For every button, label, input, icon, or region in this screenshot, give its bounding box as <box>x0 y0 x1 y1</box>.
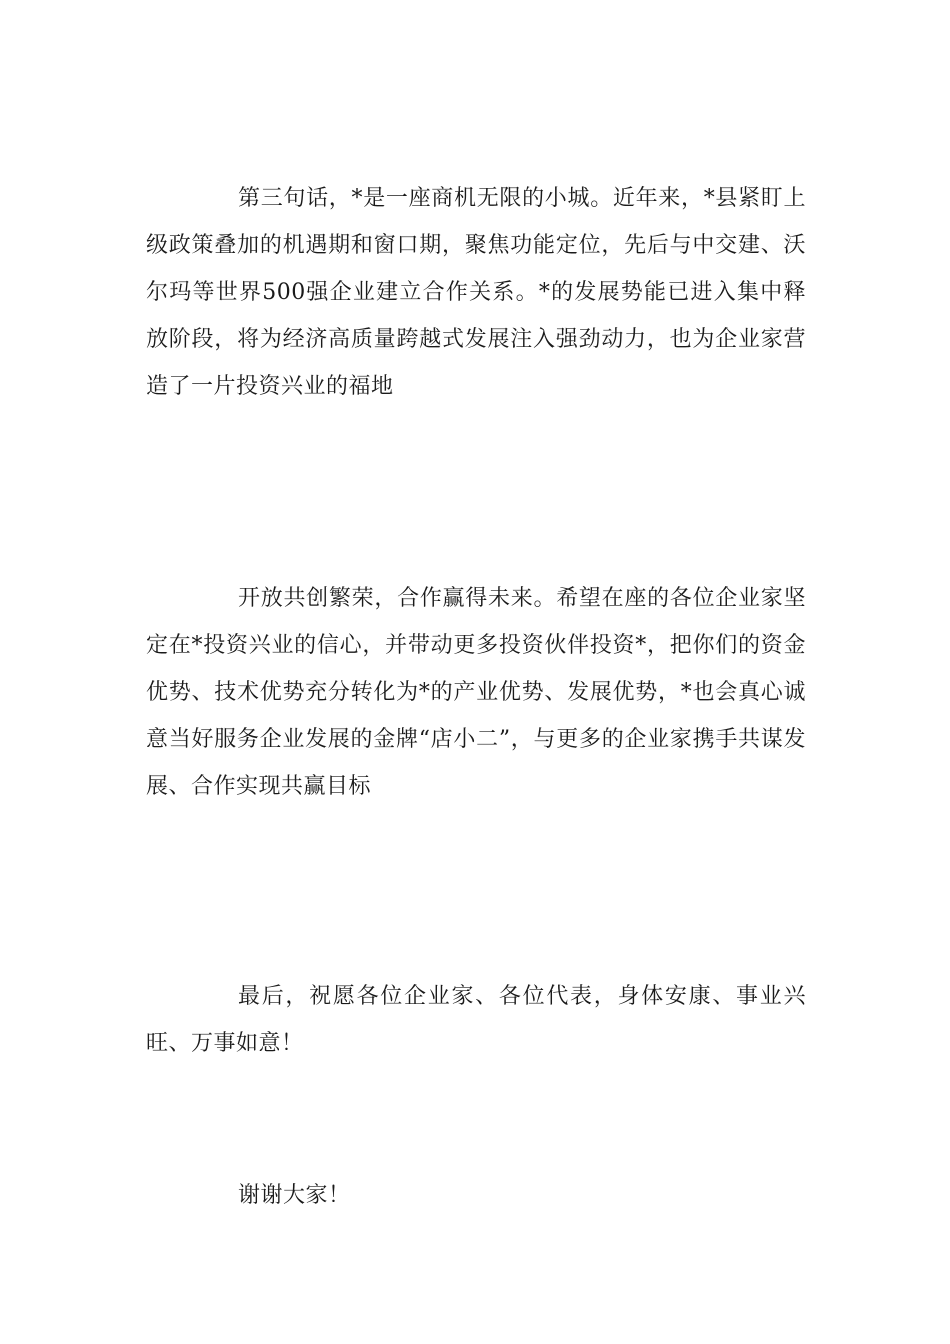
paragraph-business-opportunity: 第三句话，*是一座商机无限的小城。近年来，*县紧盯上级政策叠加的机遇期和窗口期，聚焦功能定位，先后与中交建、沃尔玛等世界500强企业建立合作关系。*的发展势能已进入集中释放阶段，将为经济高质量跨越式发展注入强劲动力，也为企业家营造了一片投资兴业的福地 <box>146 186 806 399</box>
paragraph-cooperation-appeal: 开放共创繁荣，合作赢得未来。希望在座的各位企业家坚定在*投资兴业的信心，并带动更多投资伙伴投资*，把你们的资金优势、技术优势充分转化为*的产业优势、发展优势，*也会真心诚意当好服务企业发展的金牌“店小二”，与更多的企业家携手共谋发展、合作实现共赢目标 <box>146 586 806 799</box>
paragraph-closing-wishes: 最后，祝愿各位企业家、各位代表，身体安康、事业兴旺、万事如意！ <box>146 984 806 1056</box>
paragraph-thanks: 谢谢大家！ <box>238 1183 351 1208</box>
